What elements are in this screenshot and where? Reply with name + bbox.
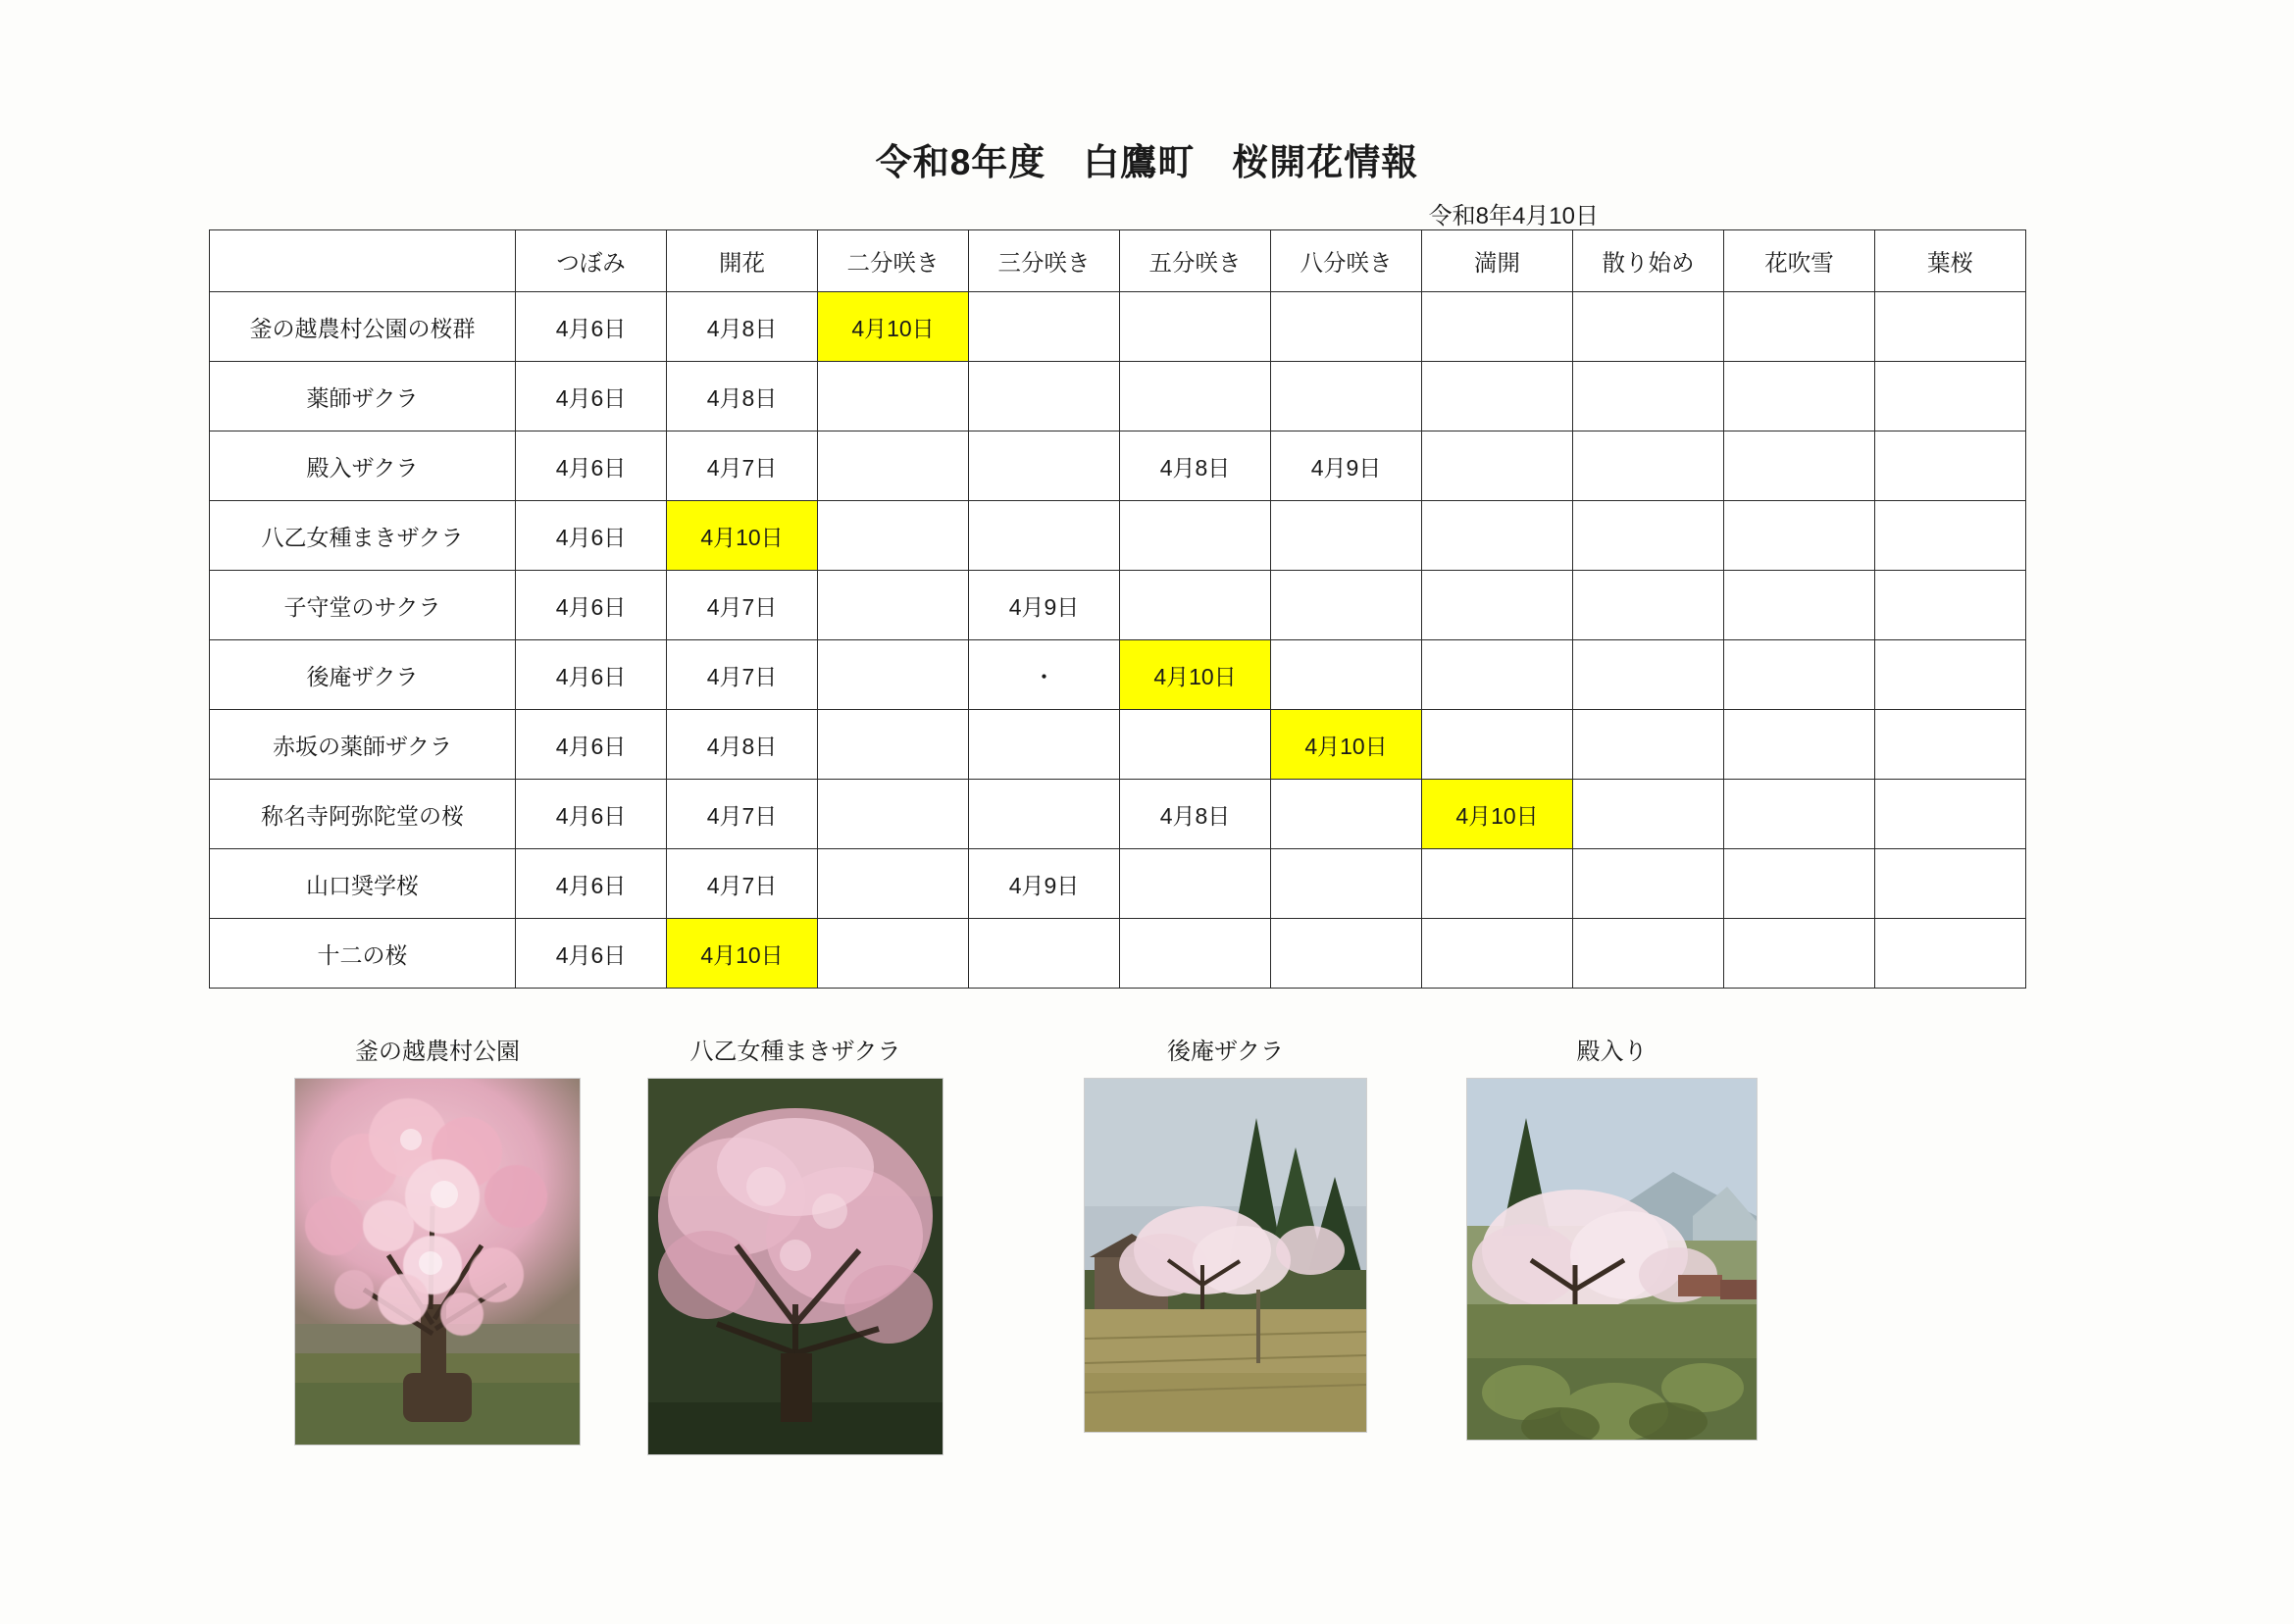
cell-r9-c2	[818, 919, 969, 989]
cell-r7-c9	[1875, 780, 2026, 849]
cell-r7-c5	[1271, 780, 1422, 849]
cell-r5-c9	[1875, 640, 2026, 710]
cell-r5-c0: 4月6日	[516, 640, 667, 710]
column-header-hachibuzaki: 八分咲き	[1271, 230, 1422, 292]
table-header-row	[210, 230, 2026, 292]
cell-r7-c7	[1573, 780, 1724, 849]
row-label-1: 薬師ザクラ	[210, 362, 516, 431]
cell-r9-c8	[1724, 919, 1875, 989]
row-label-2: 殿入ザクラ	[210, 431, 516, 501]
cell-r9-c4	[1120, 919, 1271, 989]
photo-block-goan	[1084, 1032, 1367, 1438]
cell-r5-c8	[1724, 640, 1875, 710]
cell-r3-c0: 4月6日	[516, 501, 667, 571]
cell-r0-c6	[1422, 292, 1573, 362]
table-row	[210, 710, 2026, 780]
cherry-tree-photo-4	[1467, 1079, 1757, 1440]
cell-r4-c2	[818, 571, 969, 640]
cell-r3-c6	[1422, 501, 1573, 571]
photo-caption: 八乙女種まきザクラ	[689, 1039, 901, 1065]
cell-r9-c5	[1271, 919, 1422, 989]
cell-r3-c4	[1120, 501, 1271, 571]
photo-image-tonoiri	[1466, 1078, 1758, 1441]
cell-r6-c7	[1573, 710, 1724, 780]
column-header-nibuzaki: 二分咲き	[818, 230, 969, 292]
bloom-table-container	[209, 229, 1973, 989]
cell-r5-c1: 4月7日	[667, 640, 818, 710]
cell-r2-c1: 4月7日	[667, 431, 818, 501]
cell-r7-c1: 4月7日	[667, 780, 818, 849]
row-label-7: 称名寺阿弥陀堂の桜	[210, 780, 516, 849]
column-header-kaika: 開花	[667, 230, 818, 292]
cell-r3-c9	[1875, 501, 2026, 571]
bloom-status-table	[209, 229, 2026, 989]
column-header-gobuzaki: 五分咲き	[1120, 230, 1271, 292]
cell-r1-c3	[969, 362, 1120, 431]
cell-r7-c0: 4月6日	[516, 780, 667, 849]
cherry-tree-photo-1	[295, 1079, 580, 1445]
cell-r8-c2	[818, 849, 969, 919]
row-label-0: 釜の越農村公園の桜群	[210, 292, 516, 362]
cell-r4-c7	[1573, 571, 1724, 640]
cell-r4-c9	[1875, 571, 2026, 640]
cell-r6-c8	[1724, 710, 1875, 780]
cell-r6-c1: 4月8日	[667, 710, 818, 780]
cell-r6-c6	[1422, 710, 1573, 780]
photo-block-tonoiri	[1466, 1032, 1758, 1446]
cell-r6-c0: 4月6日	[516, 710, 667, 780]
cell-r8-c0: 4月6日	[516, 849, 667, 919]
page-title: 令和8年度 白鷹町 桜開花情報	[875, 142, 1419, 182]
photo-image-kamanokoshi	[294, 1078, 581, 1446]
cell-r3-c5	[1271, 501, 1422, 571]
cell-r0-c7	[1573, 292, 1724, 362]
cell-r2-c7	[1573, 431, 1724, 501]
photo-image-goan	[1084, 1078, 1367, 1433]
cell-r6-c5: 4月10日	[1271, 710, 1422, 780]
table-row	[210, 292, 2026, 362]
cell-r1-c5	[1271, 362, 1422, 431]
cell-r4-c3: 4月9日	[969, 571, 1120, 640]
cell-r1-c1: 4月8日	[667, 362, 818, 431]
cell-r1-c9	[1875, 362, 2026, 431]
table-row	[210, 501, 2026, 571]
row-label-9: 十二の桜	[210, 919, 516, 989]
document-date: 令和8年4月10日	[1428, 203, 1599, 229]
cell-r2-c5: 4月9日	[1271, 431, 1422, 501]
photo-caption: 殿入り	[1576, 1039, 1648, 1065]
cell-r2-c4: 4月8日	[1120, 431, 1271, 501]
cell-r0-c2: 4月10日	[818, 292, 969, 362]
cell-r1-c6	[1422, 362, 1573, 431]
column-header-mankai: 満開	[1422, 230, 1573, 292]
row-label-8: 山口奨学桜	[210, 849, 516, 919]
column-header-sanbuzaki: 三分咲き	[969, 230, 1120, 292]
cell-r5-c2	[818, 640, 969, 710]
row-label-6: 赤坂の薬師ザクラ	[210, 710, 516, 780]
row-label-4: 子守堂のサクラ	[210, 571, 516, 640]
cell-r1-c7	[1573, 362, 1724, 431]
cell-r0-c4	[1120, 292, 1271, 362]
cell-r5-c6	[1422, 640, 1573, 710]
cell-r7-c8	[1724, 780, 1875, 849]
cell-r9-c1: 4月10日	[667, 919, 818, 989]
cell-r0-c8	[1724, 292, 1875, 362]
cell-r7-c2	[818, 780, 969, 849]
photo-caption: 釜の越農村公園	[355, 1039, 520, 1065]
cell-r1-c4	[1120, 362, 1271, 431]
table-row	[210, 362, 2026, 431]
cell-r4-c8	[1724, 571, 1875, 640]
cell-r6-c4	[1120, 710, 1271, 780]
table-row	[210, 780, 2026, 849]
cell-r8-c3: 4月9日	[969, 849, 1120, 919]
cell-r4-c5	[1271, 571, 1422, 640]
cell-r9-c0: 4月6日	[516, 919, 667, 989]
photo-block-kamanokoshi	[294, 1032, 581, 1450]
cell-r2-c6	[1422, 431, 1573, 501]
cell-r9-c3	[969, 919, 1120, 989]
table-row	[210, 849, 2026, 919]
cell-r4-c4	[1120, 571, 1271, 640]
column-header-hanafubuki: 花吹雪	[1724, 230, 1875, 292]
cell-r0-c1: 4月8日	[667, 292, 818, 362]
photo-gallery	[0, 1032, 2294, 1542]
cell-r4-c1: 4月7日	[667, 571, 818, 640]
cell-r5-c7	[1573, 640, 1724, 710]
photo-block-yaotome	[647, 1032, 943, 1460]
table-row	[210, 571, 2026, 640]
cell-r2-c9	[1875, 431, 2026, 501]
table-row	[210, 919, 2026, 989]
cell-r0-c5	[1271, 292, 1422, 362]
cell-r4-c6	[1422, 571, 1573, 640]
cell-r4-c0: 4月6日	[516, 571, 667, 640]
column-header-name	[210, 230, 516, 292]
photo-image-yaotome	[647, 1078, 943, 1455]
cell-r9-c6	[1422, 919, 1573, 989]
cell-r2-c8	[1724, 431, 1875, 501]
cell-r0-c9	[1875, 292, 2026, 362]
cell-r8-c1: 4月7日	[667, 849, 818, 919]
column-header-chirihajime: 散り始め	[1573, 230, 1724, 292]
column-header-tsubomi: つぼみ	[516, 230, 667, 292]
column-header-hazakura: 葉桜	[1875, 230, 2026, 292]
cell-r7-c3	[969, 780, 1120, 849]
cell-r9-c9	[1875, 919, 2026, 989]
cell-r6-c9	[1875, 710, 2026, 780]
cell-r2-c2	[818, 431, 969, 501]
row-label-5: 後庵ザクラ	[210, 640, 516, 710]
cell-r5-c5	[1271, 640, 1422, 710]
cell-r1-c0: 4月6日	[516, 362, 667, 431]
cell-r8-c8	[1724, 849, 1875, 919]
cell-r5-c4: 4月10日	[1120, 640, 1271, 710]
cherry-tree-photo-2	[648, 1079, 943, 1454]
cell-r1-c8	[1724, 362, 1875, 431]
cell-r3-c8	[1724, 501, 1875, 571]
row-label-3: 八乙女種まきザクラ	[210, 501, 516, 571]
table-row	[210, 431, 2026, 501]
cell-r6-c3	[969, 710, 1120, 780]
table-row	[210, 640, 2026, 710]
cell-r8-c4	[1120, 849, 1271, 919]
cell-r8-c6	[1422, 849, 1573, 919]
cell-r8-c7	[1573, 849, 1724, 919]
cell-r3-c7	[1573, 501, 1724, 571]
cell-r3-c1: 4月10日	[667, 501, 818, 571]
cell-r7-c6: 4月10日	[1422, 780, 1573, 849]
cherry-tree-photo-3	[1085, 1079, 1366, 1432]
cell-r6-c2	[818, 710, 969, 780]
cell-r5-c3: ・	[969, 640, 1120, 710]
cell-r2-c0: 4月6日	[516, 431, 667, 501]
cell-r8-c9	[1875, 849, 2026, 919]
cell-r1-c2	[818, 362, 969, 431]
cell-r3-c3	[969, 501, 1120, 571]
cell-r0-c0: 4月6日	[516, 292, 667, 362]
cell-r9-c7	[1573, 919, 1724, 989]
photo-caption: 後庵ザクラ	[1166, 1039, 1285, 1065]
cell-r0-c3	[969, 292, 1120, 362]
cell-r2-c3	[969, 431, 1120, 501]
cell-r8-c5	[1271, 849, 1422, 919]
cell-r3-c2	[818, 501, 969, 571]
cell-r7-c4: 4月8日	[1120, 780, 1271, 849]
